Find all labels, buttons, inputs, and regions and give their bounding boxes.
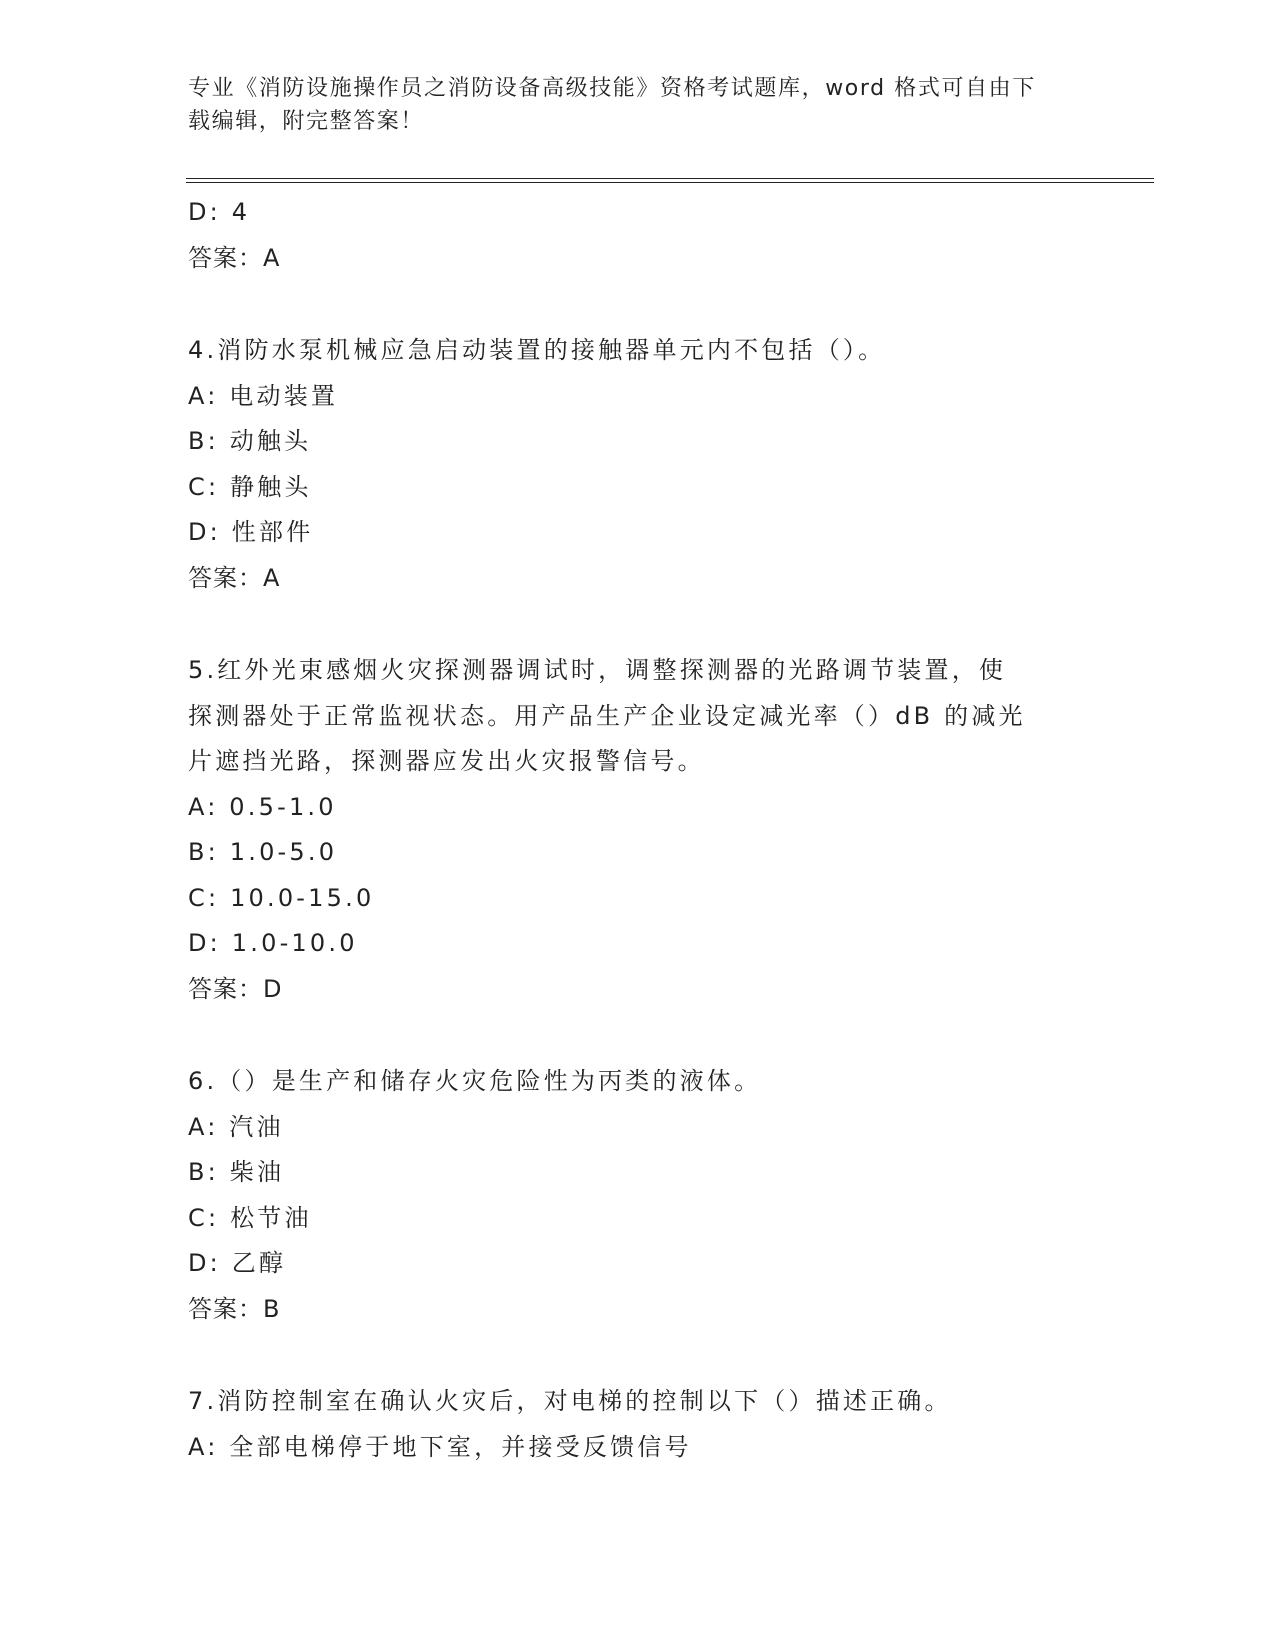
document-header (188, 72, 1088, 138)
question-stem-line-1: 5.红外光束感烟火灾探测器调试时，调整探测器的光路调节装置，使 (188, 656, 1007, 684)
option-b: B: 动触头 (188, 427, 312, 455)
option-d: D: 1.0-10.0 (188, 929, 358, 957)
question-block (188, 648, 1108, 1012)
spacer (188, 1012, 1108, 1059)
header-divider-top (186, 178, 1154, 179)
option-a: A: 全部电梯停于地下室，并接受反馈信号 (188, 1432, 692, 1461)
question-block (188, 328, 1108, 601)
option-d: D: 4 (188, 198, 251, 226)
option-b: B: 柴油 (188, 1158, 285, 1186)
option-a: A: 汽油 (188, 1112, 284, 1141)
header-line-2: 载编辑，附完整答案！ (188, 109, 425, 134)
question-stem: 6.（）是生产和储存火灾危险性为丙类的液体。 (188, 1067, 762, 1095)
answer-line: 答案：A (188, 243, 281, 272)
option-c: C: 静触头 (188, 472, 312, 501)
option-d: D: 性部件 (188, 518, 314, 546)
option-b: B: 1.0-5.0 (188, 838, 338, 866)
question-block (188, 1059, 1108, 1332)
header-divider-bottom (186, 182, 1154, 183)
question-content (188, 190, 1108, 1470)
question-stem-line-2: 探测器处于正常监视状态。用产品生产企业设定减光率（）dB 的减光 (188, 701, 1026, 730)
option-a: A: 0.5-1.0 (188, 792, 337, 821)
answer-line: 答案：D (188, 974, 283, 1003)
question-stem-line-3: 片遮挡光路，探测器应发出火灾报警信号。 (188, 747, 705, 775)
spacer (188, 281, 1108, 328)
answer-line: 答案：A (188, 563, 281, 592)
option-a: A: 电动装置 (188, 381, 339, 410)
option-d: D: 乙醇 (188, 1249, 287, 1277)
question-stem: 7.消防控制室在确认火灾后，对电梯的控制以下（）描述正确。 (188, 1387, 952, 1415)
option-c: C: 10.0-15.0 (188, 883, 375, 912)
spacer (188, 601, 1108, 648)
spacer (188, 1332, 1108, 1379)
header-line-1: 专业《消防设施操作员之消防设备高级技能》资格考试题库，word 格式可自由下 (188, 76, 1036, 101)
question-block (188, 1379, 1108, 1470)
option-c: C: 松节油 (188, 1203, 312, 1232)
answer-line: 答案：B (188, 1294, 281, 1323)
question-stem: 4.消防水泵机械应急启动装置的接触器单元内不包括（）。 (188, 336, 886, 364)
